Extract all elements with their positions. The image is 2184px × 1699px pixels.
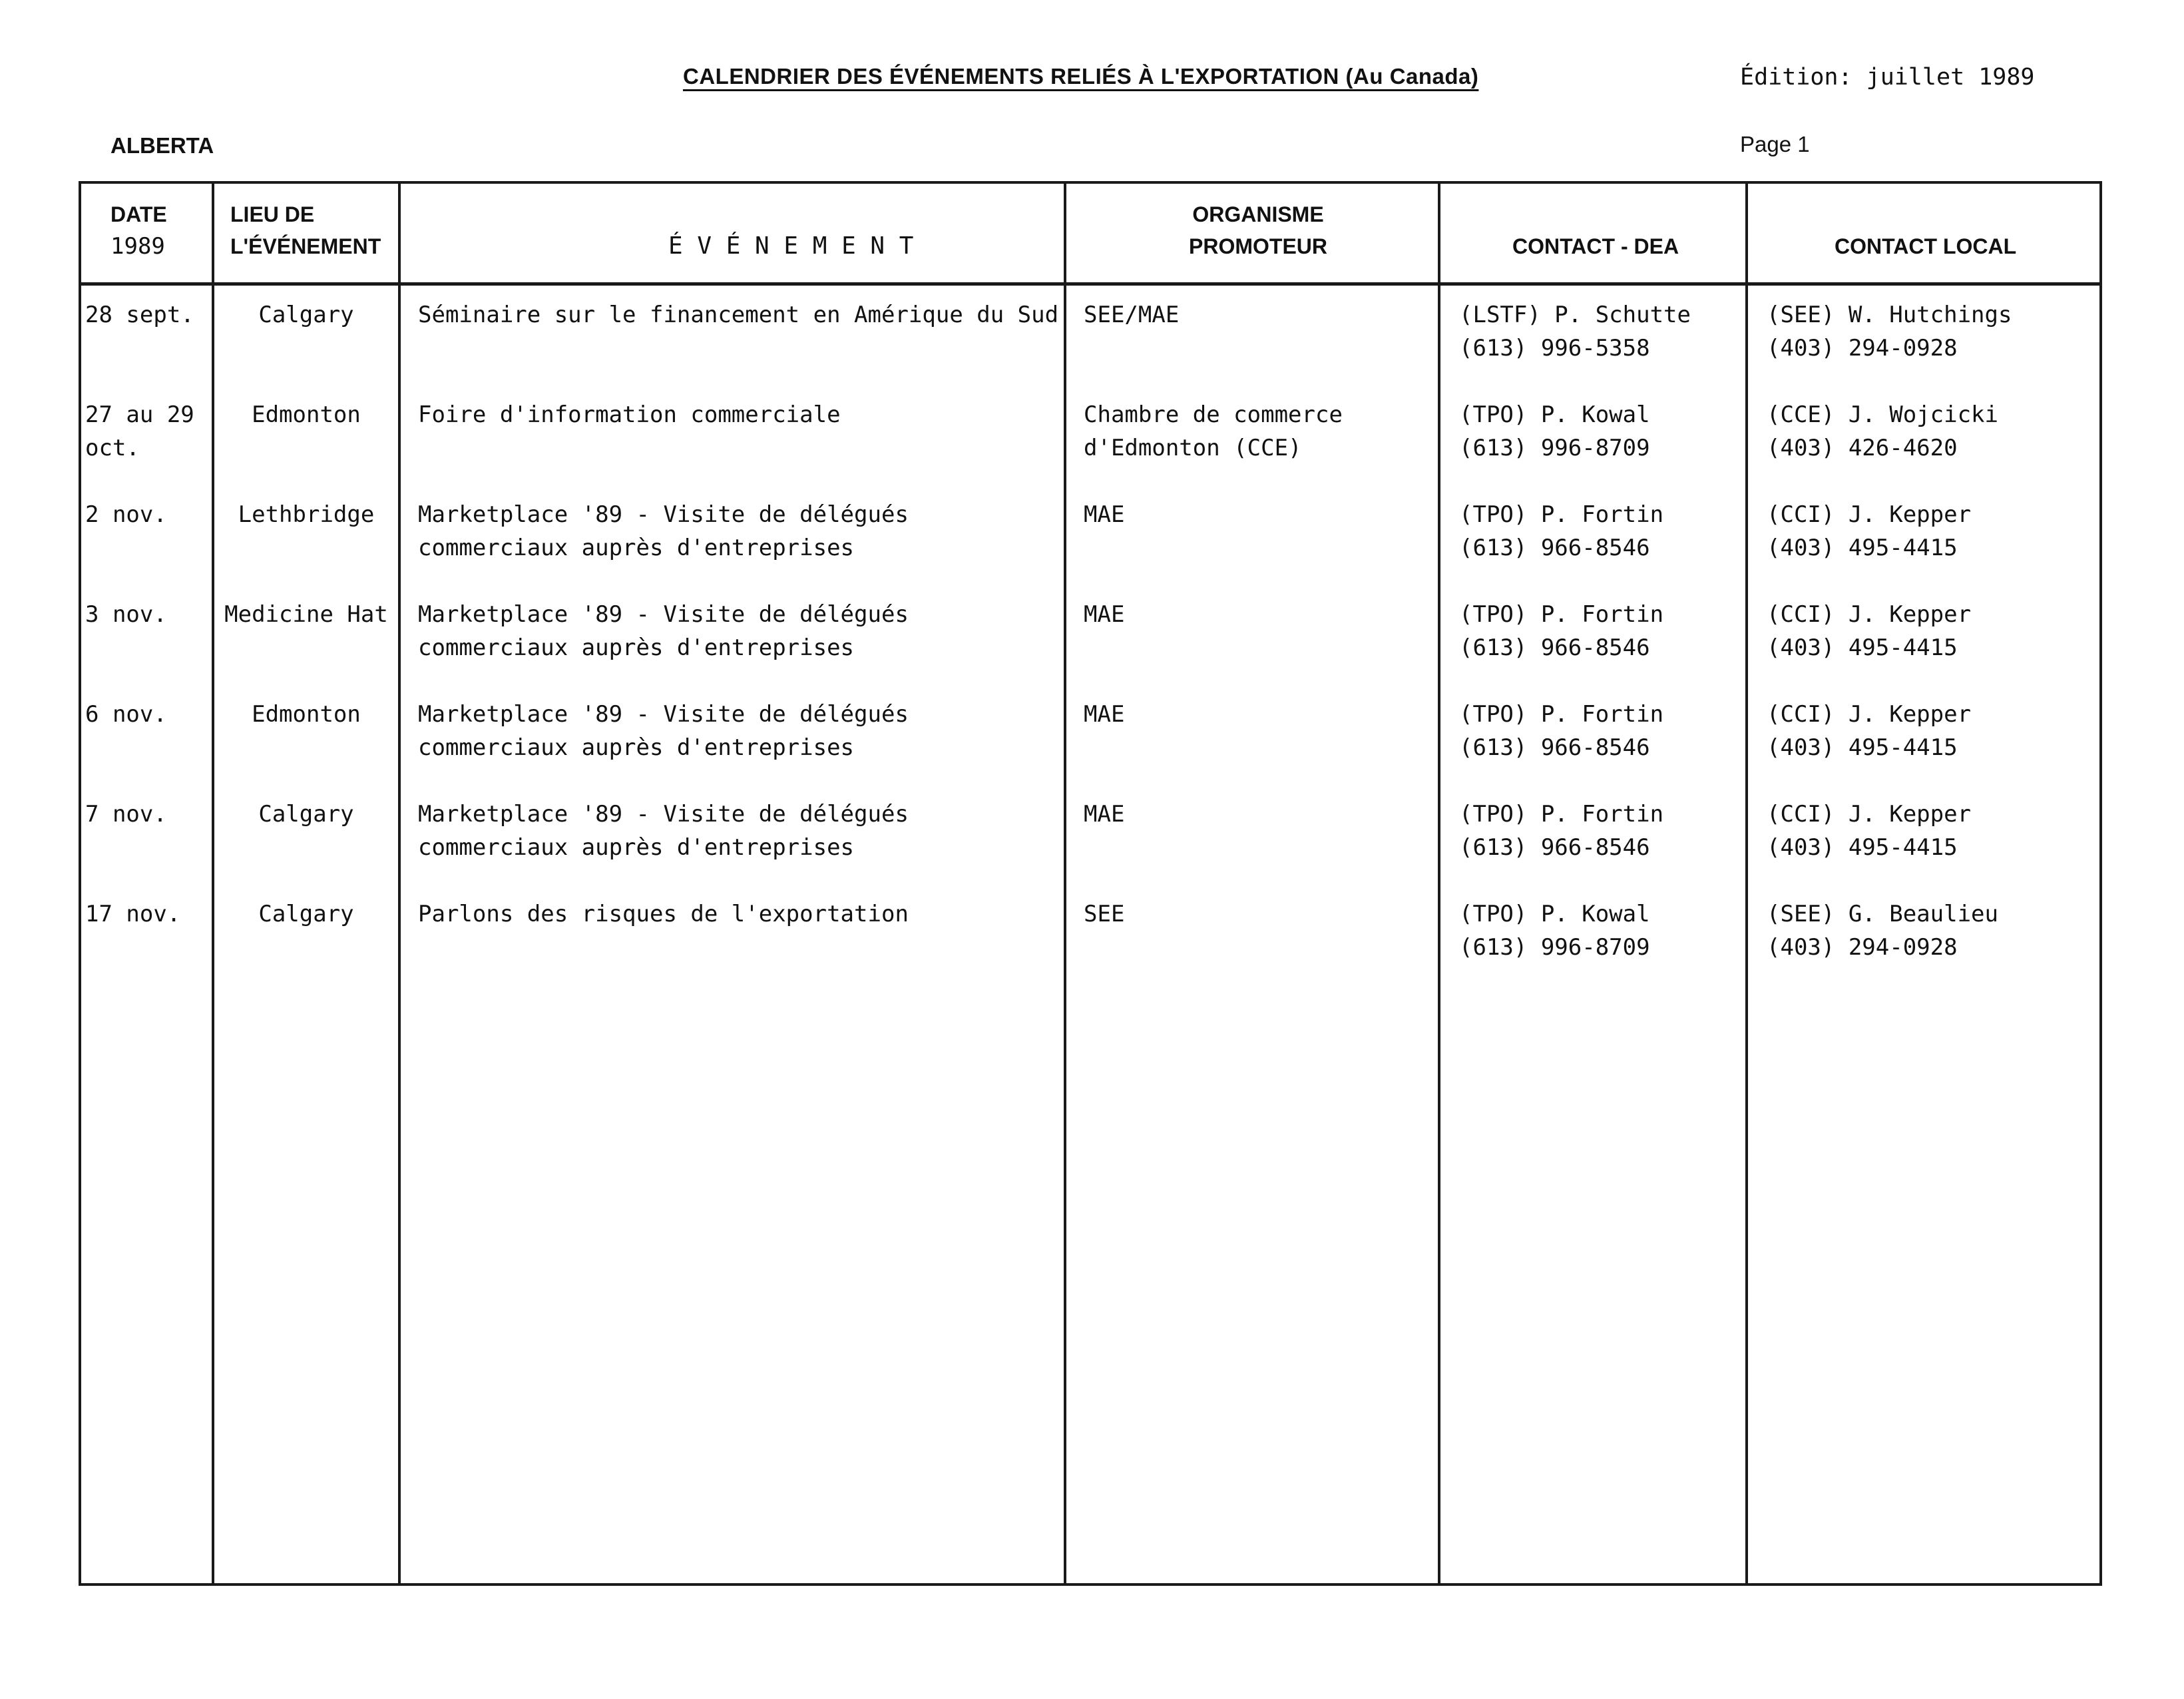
cell-lieu bbox=[214, 498, 398, 531]
header-lieu bbox=[230, 198, 381, 262]
cell-contact-dea-line: (613) 966-8546 bbox=[1459, 535, 1650, 561]
table-row bbox=[0, 598, 2184, 671]
cell-evenement-line: Séminaire sur le financement en Amérique du Sud bbox=[418, 302, 1059, 328]
header-lieu-line1: LIEU DE bbox=[230, 202, 315, 226]
cell-lieu bbox=[214, 897, 398, 931]
cell-evenement-line: commerciaux auprès d'entreprises bbox=[418, 734, 855, 761]
cell-contact-local bbox=[1767, 498, 1971, 565]
cell-evenement-line: Marketplace '89 - Visite de délégués bbox=[418, 701, 909, 728]
cell-date-line: 3 nov. bbox=[85, 601, 167, 628]
cell-contact-local-line: (SEE) G. Beaulieu bbox=[1767, 901, 1998, 927]
header-lieu-line2: L'ÉVÉNEMENT bbox=[230, 234, 381, 258]
cell-evenement bbox=[418, 798, 909, 864]
cell-contact-dea bbox=[1459, 398, 1650, 465]
cell-date-line: 28 sept. bbox=[85, 302, 194, 328]
cell-organisme bbox=[1084, 298, 1179, 332]
cell-evenement-line: commerciaux auprès d'entreprises bbox=[418, 634, 855, 661]
edition-date: Édition: juillet 1989 bbox=[1740, 64, 2035, 91]
cell-contact-local bbox=[1767, 298, 2012, 365]
cell-organisme bbox=[1084, 897, 1124, 931]
cell-lieu bbox=[214, 298, 398, 332]
column-divider bbox=[1438, 181, 1440, 1586]
cell-contact-dea bbox=[1459, 698, 1663, 764]
cell-contact-dea-line: (613) 996-5358 bbox=[1459, 335, 1650, 362]
cell-contact-dea-line: (TPO) P. Fortin bbox=[1459, 501, 1664, 528]
cell-contact-local-line: (CCI) J. Kepper bbox=[1767, 501, 1972, 528]
cell-date-line: 6 nov. bbox=[85, 701, 167, 728]
header-date-label: DATE bbox=[110, 202, 167, 226]
table-row bbox=[0, 398, 2184, 471]
cell-evenement-line: Foire d'information commerciale bbox=[418, 401, 841, 428]
cell-organisme bbox=[1084, 798, 1124, 831]
cell-contact-dea-line: (TPO) P. Fortin bbox=[1459, 601, 1664, 628]
cell-evenement bbox=[418, 698, 909, 764]
cell-contact-local bbox=[1767, 398, 1998, 465]
cell-date bbox=[85, 798, 167, 831]
cell-contact-local bbox=[1767, 598, 1971, 664]
cell-contact-local-line: (CCI) J. Kepper bbox=[1767, 801, 1972, 828]
cell-contact-dea-line: (LSTF) P. Schutte bbox=[1459, 302, 1691, 328]
cell-lieu bbox=[214, 398, 398, 431]
cell-lieu-line: Calgary bbox=[258, 302, 354, 328]
cell-organisme bbox=[1084, 398, 1343, 465]
table-row bbox=[0, 897, 2184, 971]
cell-contact-dea bbox=[1459, 498, 1663, 565]
cell-contact-local-line: (403) 495-4415 bbox=[1767, 634, 1958, 661]
cell-organisme bbox=[1084, 598, 1124, 631]
cell-date bbox=[85, 698, 167, 731]
cell-date-line: 7 nov. bbox=[85, 801, 167, 828]
cell-contact-local-line: (403) 426-4620 bbox=[1767, 435, 1958, 461]
cell-organisme-line: d'Edmonton (CCE) bbox=[1084, 435, 1302, 461]
cell-evenement bbox=[418, 897, 909, 931]
column-divider bbox=[212, 181, 214, 1586]
cell-date bbox=[85, 298, 194, 332]
cell-evenement-line: commerciaux auprès d'entreprises bbox=[418, 834, 855, 861]
cell-contact-dea bbox=[1459, 897, 1650, 964]
cell-contact-local-line: (403) 294-0928 bbox=[1767, 934, 1958, 961]
column-divider bbox=[1064, 181, 1066, 1586]
cell-evenement-line: Marketplace '89 - Visite de délégués bbox=[418, 501, 909, 528]
cell-contact-dea-line: (613) 996-8709 bbox=[1459, 435, 1650, 461]
cell-evenement-line: Marketplace '89 - Visite de délégués bbox=[418, 801, 909, 828]
cell-contact-local-line: (CCI) J. Kepper bbox=[1767, 701, 1972, 728]
cell-organisme-line: MAE bbox=[1084, 701, 1125, 728]
cell-date-line: 17 nov. bbox=[85, 901, 181, 927]
header-evenement: É V É N E M E N T bbox=[668, 232, 914, 260]
header-divider bbox=[79, 282, 2102, 286]
cell-contact-local-line: (CCI) J. Kepper bbox=[1767, 601, 1972, 628]
cell-contact-dea-line: (TPO) P. Fortin bbox=[1459, 801, 1664, 828]
cell-contact-local-line: (403) 294-0928 bbox=[1767, 335, 1958, 362]
cell-date bbox=[85, 498, 167, 531]
cell-contact-local-line: (CCE) J. Wojcicki bbox=[1767, 401, 1998, 428]
cell-contact-dea bbox=[1459, 598, 1663, 664]
cell-organisme-line: SEE bbox=[1084, 901, 1125, 927]
cell-contact-dea-line: (613) 966-8546 bbox=[1459, 834, 1650, 861]
cell-date bbox=[85, 398, 194, 465]
cell-date-line: oct. bbox=[85, 435, 140, 461]
document-title: CALENDRIER DES ÉVÉNEMENTS RELIÉS À L'EXPORTATION (Au Canada) bbox=[683, 64, 1479, 89]
events-table bbox=[79, 181, 2102, 1586]
cell-date-line: 27 au 29 bbox=[85, 401, 194, 428]
cell-contact-local-line: (403) 495-4415 bbox=[1767, 535, 1958, 561]
cell-lieu-line: Edmonton bbox=[252, 701, 361, 728]
cell-evenement bbox=[418, 298, 1058, 332]
cell-date bbox=[85, 897, 180, 931]
header-organisme bbox=[1158, 198, 1358, 262]
cell-organisme-line: Chambre de commerce bbox=[1084, 401, 1343, 428]
table-row bbox=[0, 298, 2184, 371]
header-organisme-line1: ORGANISME bbox=[1192, 202, 1324, 226]
cell-organisme bbox=[1084, 498, 1124, 531]
cell-organisme-line: MAE bbox=[1084, 801, 1125, 828]
cell-contact-local-line: (SEE) W. Hutchings bbox=[1767, 302, 2012, 328]
cell-date-line: 2 nov. bbox=[85, 501, 167, 528]
cell-evenement bbox=[418, 598, 909, 664]
header-date bbox=[110, 198, 167, 262]
cell-contact-local bbox=[1767, 698, 1971, 764]
cell-organisme bbox=[1084, 698, 1124, 731]
header-contact-dea: CONTACT - DEA bbox=[1512, 234, 1679, 258]
page-number: Page 1 bbox=[1740, 132, 1810, 156]
table-row bbox=[0, 498, 2184, 571]
header-date-year: 1989 bbox=[110, 233, 165, 260]
column-divider bbox=[398, 181, 401, 1586]
cell-organisme-line: MAE bbox=[1084, 501, 1125, 528]
cell-contact-local bbox=[1767, 798, 1971, 864]
cell-evenement bbox=[418, 398, 841, 431]
cell-lieu-line: Medicine Hat bbox=[224, 601, 388, 628]
cell-lieu-line: Lethbridge bbox=[238, 501, 375, 528]
cell-contact-local bbox=[1767, 897, 1998, 964]
cell-lieu bbox=[214, 798, 398, 831]
table-row bbox=[0, 798, 2184, 871]
cell-lieu bbox=[214, 698, 398, 731]
column-divider bbox=[1745, 181, 1748, 1586]
province-label: ALBERTA bbox=[110, 133, 214, 158]
cell-lieu-line: Calgary bbox=[258, 801, 354, 828]
cell-lieu bbox=[214, 598, 398, 631]
cell-contact-dea bbox=[1459, 298, 1691, 365]
cell-contact-dea-line: (TPO) P. Fortin bbox=[1459, 701, 1664, 728]
cell-organisme-line: SEE/MAE bbox=[1084, 302, 1180, 328]
header-contact-local: CONTACT LOCAL bbox=[1835, 234, 2017, 258]
cell-lieu-line: Calgary bbox=[258, 901, 354, 927]
cell-contact-local-line: (403) 495-4415 bbox=[1767, 834, 1958, 861]
cell-lieu-line: Edmonton bbox=[252, 401, 361, 428]
cell-contact-dea-line: (613) 996-8709 bbox=[1459, 934, 1650, 961]
cell-contact-dea-line: (613) 966-8546 bbox=[1459, 634, 1650, 661]
table-row bbox=[0, 698, 2184, 771]
header-organisme-line2: PROMOTEUR bbox=[1189, 234, 1327, 258]
cell-contact-local-line: (403) 495-4415 bbox=[1767, 734, 1958, 761]
cell-contact-dea-line: (TPO) P. Kowal bbox=[1459, 401, 1650, 428]
cell-date bbox=[85, 598, 167, 631]
cell-evenement-line: commerciaux auprès d'entreprises bbox=[418, 535, 855, 561]
cell-organisme-line: MAE bbox=[1084, 601, 1125, 628]
cell-contact-dea-line: (TPO) P. Kowal bbox=[1459, 901, 1650, 927]
cell-evenement-line: Marketplace '89 - Visite de délégués bbox=[418, 601, 909, 628]
cell-evenement bbox=[418, 498, 909, 565]
cell-contact-dea bbox=[1459, 798, 1663, 864]
cell-contact-dea-line: (613) 966-8546 bbox=[1459, 734, 1650, 761]
cell-evenement-line: Parlons des risques de l'exportation bbox=[418, 901, 909, 927]
